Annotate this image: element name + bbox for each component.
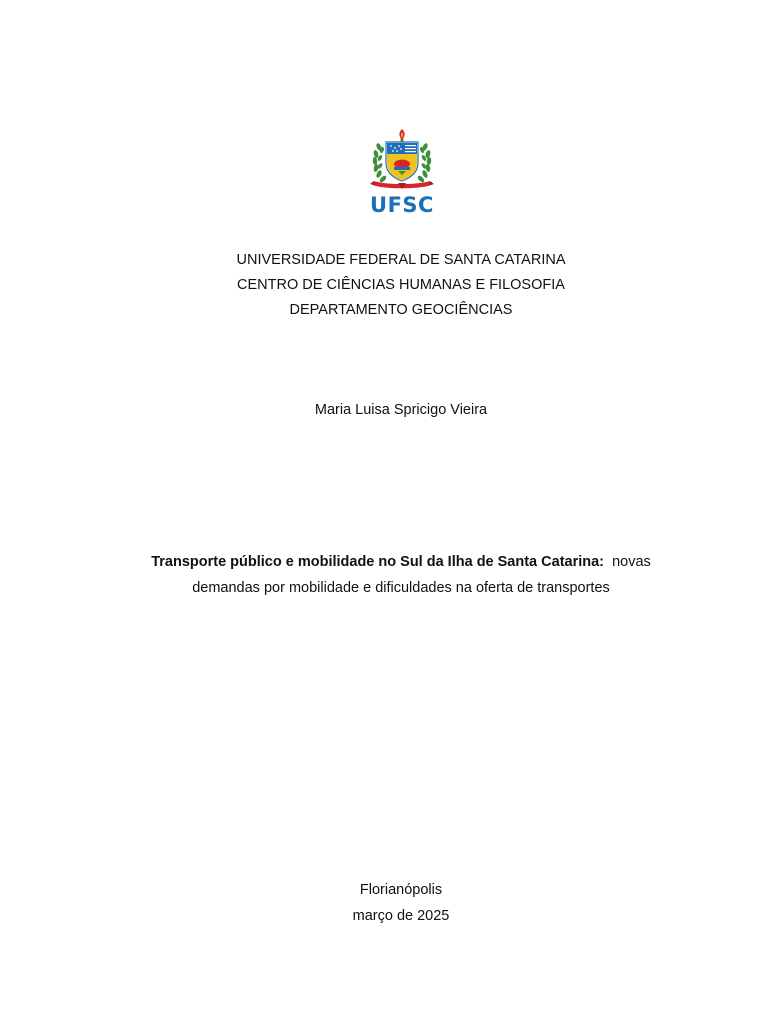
ufsc-crest-icon	[368, 127, 436, 193]
title-main: Transporte público e mobilidade no Sul da Ilha de Santa Catarina:	[151, 554, 605, 570]
university-name: UNIVERSIDADE FEDERAL DE SANTA CATARINA	[236, 252, 566, 268]
center-name: CENTRO DE CIÊNCIAS HUMANAS E FILOSOFIA	[237, 277, 565, 293]
place-and-date	[0, 877, 768, 929]
subtitle-part-2: demandas por mobilidade e dificuldades na oferta de transportes	[192, 580, 610, 596]
institution-header	[0, 248, 768, 323]
department-name: DEPARTAMENTO GEOCIÊNCIAS	[289, 302, 513, 318]
author-name: Maria Luisa Spricigo Vieira	[314, 402, 488, 418]
city: Florianópolis	[359, 882, 443, 898]
ufsc-logo-text: UFSC	[370, 193, 434, 217]
title-line-1	[0, 549, 768, 575]
subtitle-part-1: novas	[612, 554, 651, 570]
work-title	[0, 549, 768, 601]
ufsc-logo	[368, 127, 436, 219]
date: março de 2025	[352, 908, 450, 924]
